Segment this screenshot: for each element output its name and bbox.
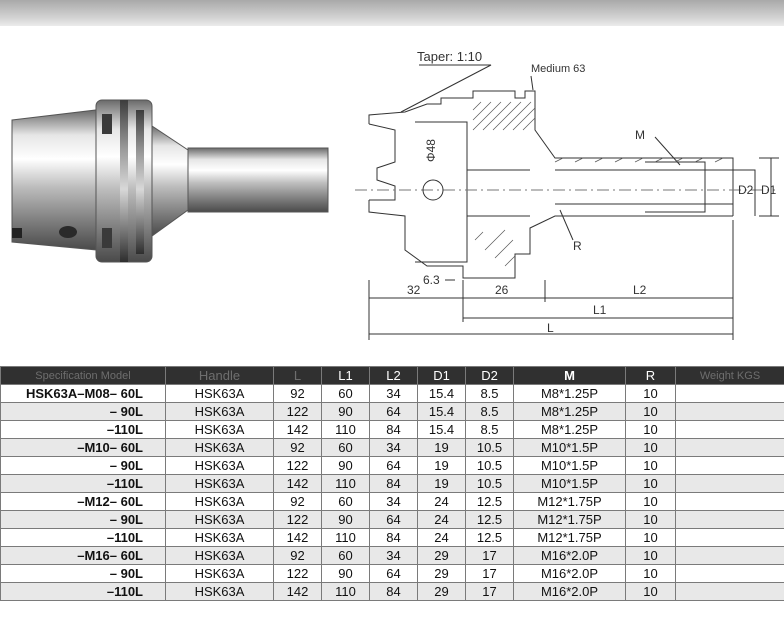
header-l1: L1 bbox=[322, 367, 370, 385]
cell-weight bbox=[676, 403, 784, 421]
cell-l: 92 bbox=[274, 547, 322, 565]
cell-l1: 110 bbox=[322, 475, 370, 493]
cell-weight bbox=[676, 529, 784, 547]
table-row bbox=[1, 547, 784, 565]
l2-label: L2 bbox=[633, 283, 647, 297]
cell-weight bbox=[676, 439, 784, 457]
cell-handle: HSK63A bbox=[166, 493, 274, 511]
cell-m: M8*1.25P bbox=[514, 403, 626, 421]
cell-d1: 24 bbox=[418, 529, 466, 547]
cell-l: 142 bbox=[274, 475, 322, 493]
table-row bbox=[1, 493, 784, 511]
medium-label: Medium 63 bbox=[531, 63, 586, 75]
cell-l: 122 bbox=[274, 511, 322, 529]
cell-d2: 12.5 bbox=[466, 493, 514, 511]
tool-holder-photo bbox=[8, 92, 330, 272]
cell-model: –M10– 60L bbox=[1, 439, 166, 457]
cell-model: –110L bbox=[1, 529, 166, 547]
cell-l2: 34 bbox=[370, 439, 418, 457]
cell-r: 10 bbox=[626, 493, 676, 511]
cell-r: 10 bbox=[626, 421, 676, 439]
cell-r: 10 bbox=[626, 529, 676, 547]
cell-l1: 90 bbox=[322, 565, 370, 583]
header-d2: D2 bbox=[466, 367, 514, 385]
cell-l1: 90 bbox=[322, 457, 370, 475]
cell-d1: 15.4 bbox=[418, 403, 466, 421]
cell-d2: 10.5 bbox=[466, 475, 514, 493]
cell-l2: 64 bbox=[370, 511, 418, 529]
cell-weight bbox=[676, 493, 784, 511]
cell-handle: HSK63A bbox=[166, 529, 274, 547]
d1-label: D1 bbox=[761, 183, 777, 197]
header-m: M bbox=[514, 367, 626, 385]
cell-l: 122 bbox=[274, 565, 322, 583]
table-row bbox=[1, 421, 784, 439]
cell-l: 142 bbox=[274, 583, 322, 601]
cell-handle: HSK63A bbox=[166, 475, 274, 493]
table-row bbox=[1, 385, 784, 403]
cell-handle: HSK63A bbox=[166, 547, 274, 565]
cell-d2: 8.5 bbox=[466, 421, 514, 439]
cell-r: 10 bbox=[626, 385, 676, 403]
cell-weight bbox=[676, 475, 784, 493]
cell-l: 122 bbox=[274, 457, 322, 475]
cell-d2: 17 bbox=[466, 583, 514, 601]
cell-d2: 10.5 bbox=[466, 439, 514, 457]
cell-d1: 29 bbox=[418, 583, 466, 601]
cell-weight bbox=[676, 583, 784, 601]
cell-m: M10*1.5P bbox=[514, 475, 626, 493]
m-label: M bbox=[635, 128, 645, 142]
cell-model: – 90L bbox=[1, 403, 166, 421]
cell-l: 92 bbox=[274, 439, 322, 457]
r-label: R bbox=[573, 239, 582, 253]
cell-weight bbox=[676, 565, 784, 583]
cell-m: M12*1.75P bbox=[514, 529, 626, 547]
phi48-label: Φ48 bbox=[424, 139, 438, 162]
cell-r: 10 bbox=[626, 403, 676, 421]
cell-handle: HSK63A bbox=[166, 457, 274, 475]
cell-handle: HSK63A bbox=[166, 565, 274, 583]
cell-weight bbox=[676, 457, 784, 475]
cell-model: HSK63A–M08– 60L bbox=[1, 385, 166, 403]
table-row bbox=[1, 439, 784, 457]
cell-l2: 84 bbox=[370, 529, 418, 547]
table-header-row bbox=[1, 367, 784, 385]
cell-m: M8*1.25P bbox=[514, 421, 626, 439]
cell-model: – 90L bbox=[1, 457, 166, 475]
l1-label: L1 bbox=[593, 303, 607, 317]
cell-d2: 17 bbox=[466, 565, 514, 583]
cell-l1: 60 bbox=[322, 385, 370, 403]
header-l: L bbox=[274, 367, 322, 385]
cell-r: 10 bbox=[626, 583, 676, 601]
cell-r: 10 bbox=[626, 565, 676, 583]
cell-l1: 60 bbox=[322, 547, 370, 565]
header-weight: Weight KGS bbox=[676, 367, 784, 385]
cell-l: 122 bbox=[274, 403, 322, 421]
cell-d1: 19 bbox=[418, 439, 466, 457]
cell-l: 142 bbox=[274, 529, 322, 547]
cell-d2: 12.5 bbox=[466, 529, 514, 547]
taper-label: Taper: 1:10 bbox=[417, 49, 483, 64]
cell-model: – 90L bbox=[1, 511, 166, 529]
header-d1: D1 bbox=[418, 367, 466, 385]
cell-d1: 29 bbox=[418, 547, 466, 565]
cell-d2: 17 bbox=[466, 547, 514, 565]
cell-handle: HSK63A bbox=[166, 403, 274, 421]
cell-l: 92 bbox=[274, 493, 322, 511]
cell-l2: 34 bbox=[370, 547, 418, 565]
dim-6-3-label: 6.3 bbox=[423, 273, 440, 287]
cell-r: 10 bbox=[626, 547, 676, 565]
cell-l1: 90 bbox=[322, 403, 370, 421]
cell-model: – 90L bbox=[1, 565, 166, 583]
cell-m: M10*1.5P bbox=[514, 457, 626, 475]
cell-d1: 15.4 bbox=[418, 385, 466, 403]
cell-d1: 29 bbox=[418, 565, 466, 583]
cell-d2: 8.5 bbox=[466, 403, 514, 421]
cell-m: M16*2.0P bbox=[514, 583, 626, 601]
header-specification-model: Specification Model bbox=[1, 367, 166, 385]
cell-l2: 84 bbox=[370, 583, 418, 601]
cell-m: M16*2.0P bbox=[514, 565, 626, 583]
cell-d1: 24 bbox=[418, 493, 466, 511]
cell-model: –M12– 60L bbox=[1, 493, 166, 511]
cell-m: M8*1.25P bbox=[514, 385, 626, 403]
cell-handle: HSK63A bbox=[166, 511, 274, 529]
cell-l1: 60 bbox=[322, 493, 370, 511]
cell-d1: 15.4 bbox=[418, 421, 466, 439]
cell-r: 10 bbox=[626, 457, 676, 475]
cell-m: M10*1.5P bbox=[514, 439, 626, 457]
cell-handle: HSK63A bbox=[166, 439, 274, 457]
header-l2: L2 bbox=[370, 367, 418, 385]
cell-model: –110L bbox=[1, 421, 166, 439]
cell-l: 142 bbox=[274, 421, 322, 439]
cell-l2: 84 bbox=[370, 475, 418, 493]
table-body bbox=[1, 385, 784, 601]
cell-handle: HSK63A bbox=[166, 385, 274, 403]
table-row bbox=[1, 529, 784, 547]
header-r: R bbox=[626, 367, 676, 385]
cell-l2: 64 bbox=[370, 403, 418, 421]
cell-weight bbox=[676, 547, 784, 565]
table-row bbox=[1, 565, 784, 583]
cell-l2: 34 bbox=[370, 493, 418, 511]
cell-m: M12*1.75P bbox=[514, 493, 626, 511]
cell-m: M12*1.75P bbox=[514, 511, 626, 529]
cell-l2: 64 bbox=[370, 457, 418, 475]
cell-l2: 64 bbox=[370, 565, 418, 583]
cell-weight bbox=[676, 385, 784, 403]
table-row bbox=[1, 511, 784, 529]
cell-weight bbox=[676, 511, 784, 529]
cell-l: 92 bbox=[274, 385, 322, 403]
cell-model: –110L bbox=[1, 583, 166, 601]
cell-d2: 10.5 bbox=[466, 457, 514, 475]
cell-r: 10 bbox=[626, 511, 676, 529]
cell-model: –110L bbox=[1, 475, 166, 493]
table-row bbox=[1, 457, 784, 475]
cell-r: 10 bbox=[626, 439, 676, 457]
cell-model: –M16– 60L bbox=[1, 547, 166, 565]
specification-table bbox=[0, 366, 784, 601]
cell-l1: 60 bbox=[322, 439, 370, 457]
table-row bbox=[1, 403, 784, 421]
cell-m: M16*2.0P bbox=[514, 547, 626, 565]
cell-l1: 110 bbox=[322, 583, 370, 601]
dim-26-label: 26 bbox=[495, 283, 509, 297]
cell-l1: 110 bbox=[322, 421, 370, 439]
l-label: L bbox=[547, 321, 554, 335]
cell-d2: 8.5 bbox=[466, 385, 514, 403]
table-row bbox=[1, 583, 784, 601]
table-row bbox=[1, 475, 784, 493]
cell-d2: 12.5 bbox=[466, 511, 514, 529]
cell-handle: HSK63A bbox=[166, 421, 274, 439]
d2-label: D2 bbox=[738, 183, 754, 197]
cell-l1: 110 bbox=[322, 529, 370, 547]
cell-weight bbox=[676, 421, 784, 439]
cell-d1: 24 bbox=[418, 511, 466, 529]
cell-d1: 19 bbox=[418, 475, 466, 493]
top-gradient-band bbox=[0, 0, 784, 26]
cell-handle: HSK63A bbox=[166, 583, 274, 601]
cell-l2: 84 bbox=[370, 421, 418, 439]
dim-32-label: 32 bbox=[407, 283, 421, 297]
cell-r: 10 bbox=[626, 475, 676, 493]
cell-l2: 34 bbox=[370, 385, 418, 403]
header-handle: Handle bbox=[166, 367, 274, 385]
cell-l1: 90 bbox=[322, 511, 370, 529]
cell-d1: 19 bbox=[418, 457, 466, 475]
technical-drawing bbox=[355, 40, 780, 345]
